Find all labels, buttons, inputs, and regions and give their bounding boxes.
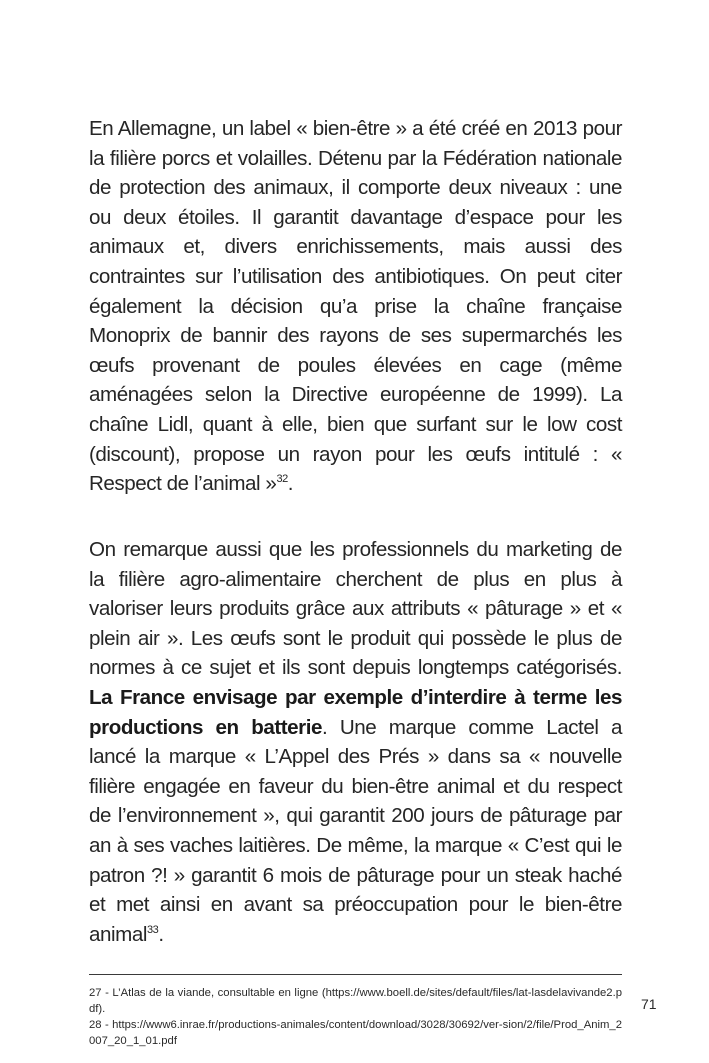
- footnote-ref-33[interactable]: 33: [146, 923, 159, 936]
- paragraph-2-body: [89, 535, 622, 949]
- footnote-28: 28 - https://www6.inrae.fr/productions-animales/content/download/3028/30692/ver-sion/2/file/Prod_Anim_2007_20_1_01.pdf: [89, 1019, 622, 1047]
- paragraph-1-end: .: [287, 472, 294, 496]
- paragraph-1-body: [89, 114, 622, 499]
- page-number: 71: [641, 996, 657, 1012]
- footnotes: [89, 985, 622, 1049]
- paragraph-2: [89, 535, 622, 949]
- paragraph-2-emphasis: La France envisage par exemple d’interdire à terme les productions en batterie: [89, 685, 622, 739]
- paragraph-2-text-after: . Une marque comme Lactel a lancé la marque « L’Appel des Prés » dans sa « nouvelle filière engagée en faveur du bien-être animal et du respect de l’environnement », qui garantit 200 jours de pâturage par an à ses vaches laitières. De même, la marque « C’est qui le patron ?! » garantit 6 mois de pâturage pour un steak haché et met ainsi en avant sa préoccupation pour le bien-être animal: [89, 715, 622, 946]
- paragraph-2-text-before: On remarque aussi que les professionnels du marketing de la filière agro-alimentaire cherchent de plus en plus à valoriser leurs produits grâce aux attributs « pâturage » et « plein air ». Les œufs sont le produit qui possède le plus de normes à ce sujet et ils sont depuis longtemps catégorisés.: [89, 538, 622, 680]
- paragraph-1: [89, 114, 622, 499]
- footnote-27: 27 - L’Atlas de la viande, consultable en ligne (https://www.boell.de/sites/default/files/lat-lasdelavivande2.pdf).: [89, 987, 622, 1015]
- footnote-divider: [89, 974, 622, 975]
- footnote-ref-32[interactable]: 32: [276, 473, 288, 486]
- paragraph-2-end: .: [158, 922, 164, 946]
- paragraph-1-text: En Allemagne, un label « bien-être » a été créé en 2013 pour la filière porcs et volailles. Détenu par la Fédération nationale de protection des animaux, il comporte deux niveaux : une ou deux étoiles. Il garantit davantage d’espace pour les animaux et, divers enrichissements, mais aussi des contraintes sur l’utilisation des antibiotiques. On peut citer également la décision qu’a prise la chaîne française Monoprix de bannir des rayons de ses supermarchés les œufs provenant de poules élevées en cage (même aménagées selon la Directive européenne de 1999). La chaîne Lidl, quant à elle, bien que surfant sur le low cost (discount), propose un rayon pour les œufs intitulé : « Respect de l’animal »: [89, 117, 622, 496]
